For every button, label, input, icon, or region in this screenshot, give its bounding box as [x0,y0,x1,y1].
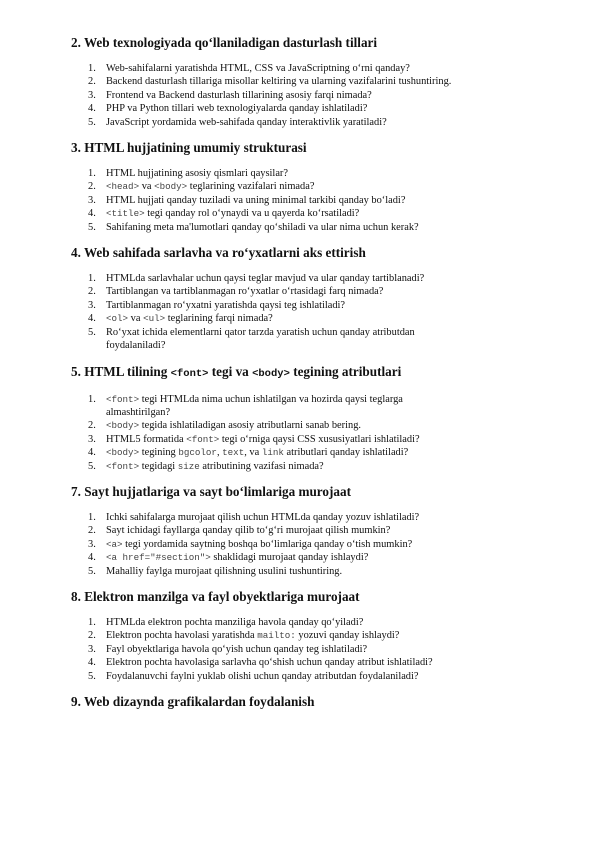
text-fragment: Sahifaning meta ma'lumotlari qanday qo‘shiladi va ular nima uchun kerak? [106,221,419,233]
question-number: 1. [88,616,96,628]
question-section [71,589,531,683]
text-fragment: 4. Web sahifada sarlavha va ro‘yxatlarni aks ettirish [71,245,366,261]
question-item [71,670,531,683]
code-fragment: <body> [106,420,140,432]
question-text [106,434,420,445]
text-fragment: atributining vazifasi nimada? [199,460,324,472]
text-fragment: tegi HTMLda nima uchun ishlatilgan va hozirda qaysi teglarga [139,393,403,405]
code-fragment: <ol> [106,313,129,325]
question-item [71,616,531,629]
question-number: 2. [88,420,96,432]
question-number: 1. [88,273,96,285]
text-fragment: teglarining farqi nimada? [165,313,273,325]
question-text [106,313,273,324]
question-section [71,245,531,352]
question-text [106,181,314,192]
question-number: 2. [88,525,96,537]
question-item [71,656,531,669]
question-item [71,180,531,193]
question-number: 5. [88,670,96,682]
text-fragment: Elektron pochta havolasi yaratishda [106,630,258,642]
question-text [106,286,383,297]
text-fragment: PHP va Python tillari web texnologiyalarda qanday ishlatiladi? [106,103,368,115]
question-text [106,512,419,523]
question-list [71,167,531,234]
question-text [106,566,342,577]
question-text [106,539,412,550]
code-fragment: <body> [154,181,188,193]
code-fragment: <font> [170,367,209,380]
question-section [71,484,531,578]
question-item [71,446,531,459]
question-text [106,461,324,472]
question-number: 3. [88,538,96,550]
question-item [71,102,531,115]
code-fragment: size [177,460,200,472]
text-fragment: Mahalliy faylga murojaat qilishning usulini tushuntiring. [106,565,343,577]
code-fragment: <body> [106,447,140,459]
section-heading [71,589,531,605]
question-text [106,168,288,179]
section-heading [71,245,531,261]
question-number: 3. [88,433,96,445]
text-fragment: 5. HTML tilining [71,363,171,379]
question-number: 3. [88,89,96,101]
text-fragment: almashtirilgan? [106,406,171,418]
text-fragment: Foydalanuvchi faylni yuklab olishi uchun qanday atributdan foydalaniladi? [106,670,419,682]
text-fragment: tegi o‘rniga qaysi CSS xususiyatlari ishlatiladi? [219,433,420,445]
question-number: 3. [88,643,96,655]
text-fragment: Web-sahifalarni yaratishda HTML, CSS va JavaScriptning o‘rni qanday? [106,63,410,74]
question-item [71,551,531,564]
text-fragment: tegi va [208,363,253,379]
question-number: 3. [88,194,96,206]
question-number: 1. [88,63,96,74]
text-fragment: Backend dasturlash tillariga misollar keltiring va ularning vazifalarini tushuntiring. [106,76,452,88]
question-item [71,511,531,524]
text-fragment: foydalaniladi? [106,340,166,352]
question-text [106,525,390,536]
text-fragment: Ichki sahifalarga murojaat qilish uchun HTMLda qanday yozuv ishlatiladi? [106,511,420,523]
question-text [106,671,419,682]
text-fragment: HTML hujjatining asosiy qismlari qaysilar? [106,168,288,180]
question-list [71,393,531,473]
question-text [106,394,403,418]
question-text [106,222,419,233]
question-number: 2. [88,630,96,642]
question-text [106,117,387,128]
question-number: 4. [88,447,96,459]
code-fragment: bgcolor [178,447,217,459]
question-item [71,116,531,129]
question-item [71,565,531,578]
text-fragment: teglarining vazifalari nimada? [187,181,315,193]
question-text [106,657,433,668]
text-fragment: Frontend va Backend dasturlash tillarining asosiy farqi nimada? [106,89,372,101]
question-item [71,393,531,420]
text-fragment: HTMLda elektron pochta manziliga havola qanday qo‘yiladi? [106,616,364,628]
question-list [71,62,531,129]
text-fragment: Elektron pochta havolasiga sarlavha qo‘shish uchun qanday atribut ishlatiladi? [106,657,433,669]
question-number: 4. [88,657,96,669]
question-section [71,364,531,473]
question-number: 2. [88,76,96,88]
text-fragment: tegida ishlatiladigan asosiy atributlarni sanab bering. [139,420,361,432]
question-number: 5. [88,326,96,338]
text-fragment: shaklidagi murojaat qanday ishlaydi? [210,552,369,564]
question-number: 2. [88,286,96,298]
code-fragment: <title> [106,208,145,220]
question-section [71,140,531,234]
question-item [71,207,531,220]
question-text [106,630,399,641]
text-fragment: atributlari qanday ishlatiladi? [283,447,409,459]
question-text [106,447,408,458]
question-item [71,312,531,325]
question-number: 5. [88,221,96,233]
text-fragment: Fayl obyektlariga havola qo‘yish uchun qanday teg ishlatiladi? [106,643,368,655]
question-text [106,300,345,311]
text-fragment: tegidagi [139,460,178,472]
question-number: 4. [88,313,96,325]
text-fragment: va [128,313,144,325]
question-number: 3. [88,299,96,311]
question-text [106,195,405,206]
text-fragment: yozuvi qanday ishlaydi? [295,630,400,642]
text-fragment: Tartiblangan va tartiblanmagan ro‘yxatlar o‘rtasidagi farq nimada? [106,286,384,298]
code-fragment: <font> [106,393,140,405]
question-text [106,103,367,114]
question-item [71,221,531,234]
question-text [106,552,368,563]
question-text [106,273,424,284]
text-fragment: tegining atributlari [289,363,402,379]
code-fragment: <font> [186,433,220,445]
question-text [106,617,363,628]
code-fragment: text [222,447,245,459]
question-number: 5. [88,116,96,128]
text-fragment: Ro‘yxat ichida elementlarni qator tarzda yaratish uchun qanday atributdan [106,326,415,338]
question-number: 1. [88,393,96,405]
question-item [71,194,531,207]
question-item [71,75,531,88]
code-fragment: <a> [106,538,123,550]
code-fragment: mailto: [257,630,296,642]
code-fragment: <font> [106,460,140,472]
question-item [71,643,531,656]
text-fragment: va [139,181,155,193]
text-fragment: tegi yordamida saytning boshqa bo‘limlariga qanday o‘tish mumkin? [122,538,413,550]
question-number: 4. [88,552,96,564]
question-number: 4. [88,208,96,220]
text-fragment: , va [244,447,262,459]
document-body [71,35,531,721]
text-fragment: HTML hujjati qanday tuziladi va uning minimal tarkibi qanday bo‘ladi? [106,194,406,206]
text-fragment: tegi qanday rol o‘ynaydi va u qayerda ko‘rsatiladi? [144,208,360,220]
question-item [71,524,531,537]
code-fragment: link [261,447,284,459]
question-section [71,35,531,129]
question-item [71,433,531,446]
question-item [71,299,531,312]
code-fragment: <body> [252,367,290,380]
question-list [71,272,531,352]
text-fragment: 7. Sayt hujjatlariga va sayt bo‘limlariga murojaat [71,483,351,499]
question-text [106,63,410,74]
text-fragment: tegining [139,447,179,459]
section-heading [71,484,531,500]
question-item [71,167,531,180]
section-heading [71,694,531,710]
question-number: 1. [88,511,96,523]
text-fragment: 3. HTML hujjatining umumiy strukturasi [71,140,307,156]
question-section [71,694,531,710]
text-fragment: HTML5 formatida [106,433,187,445]
question-number: 5. [88,565,96,577]
question-item [71,285,531,298]
question-number: 5. [88,460,96,472]
section-heading [71,140,531,156]
text-fragment: JavaScript yordamida web-sahifada qanday interaktivlik yaratiladi? [106,116,387,128]
question-item [71,460,531,473]
text-fragment: 2. Web texnologiyada qo‘llaniladigan dasturlash tillari [71,35,378,50]
text-fragment: 8. Elektron manzilga va fayl obyektlariga murojaat [71,588,360,604]
code-fragment: <head> [106,181,140,193]
section-heading [71,35,531,51]
question-item [71,419,531,432]
question-list [71,511,531,578]
question-number: 4. [88,103,96,115]
question-item [71,326,531,353]
question-item [71,89,531,102]
question-item [71,62,531,75]
question-number: 2. [88,181,96,193]
text-fragment: Sayt ichidagi fayllarga qanday qilib to‘g‘ri murojaat qilish mumkin? [106,525,391,537]
code-fragment: <ul> [143,313,166,325]
question-text [106,644,367,655]
question-text [106,420,361,431]
question-text [106,90,372,101]
text-fragment: Tartiblanmagan ro‘yxatni yaratishda qaysi teg ishlatiladi? [106,299,346,311]
question-item [71,272,531,285]
code-fragment: <a href="#section"> [106,552,211,564]
question-number: 1. [88,168,96,180]
text-fragment: HTMLda sarlavhalar uchun qaysi teglar mavjud va ular qanday tartiblanadi? [106,273,425,285]
question-item [71,629,531,642]
question-text [106,208,359,219]
question-text [106,76,451,87]
question-text [106,327,415,351]
question-list [71,616,531,683]
text-fragment: , [216,447,223,459]
question-item [71,538,531,551]
text-fragment: 9. Web dizaynda grafikalardan foydalanish [71,694,315,709]
section-heading [71,364,531,382]
